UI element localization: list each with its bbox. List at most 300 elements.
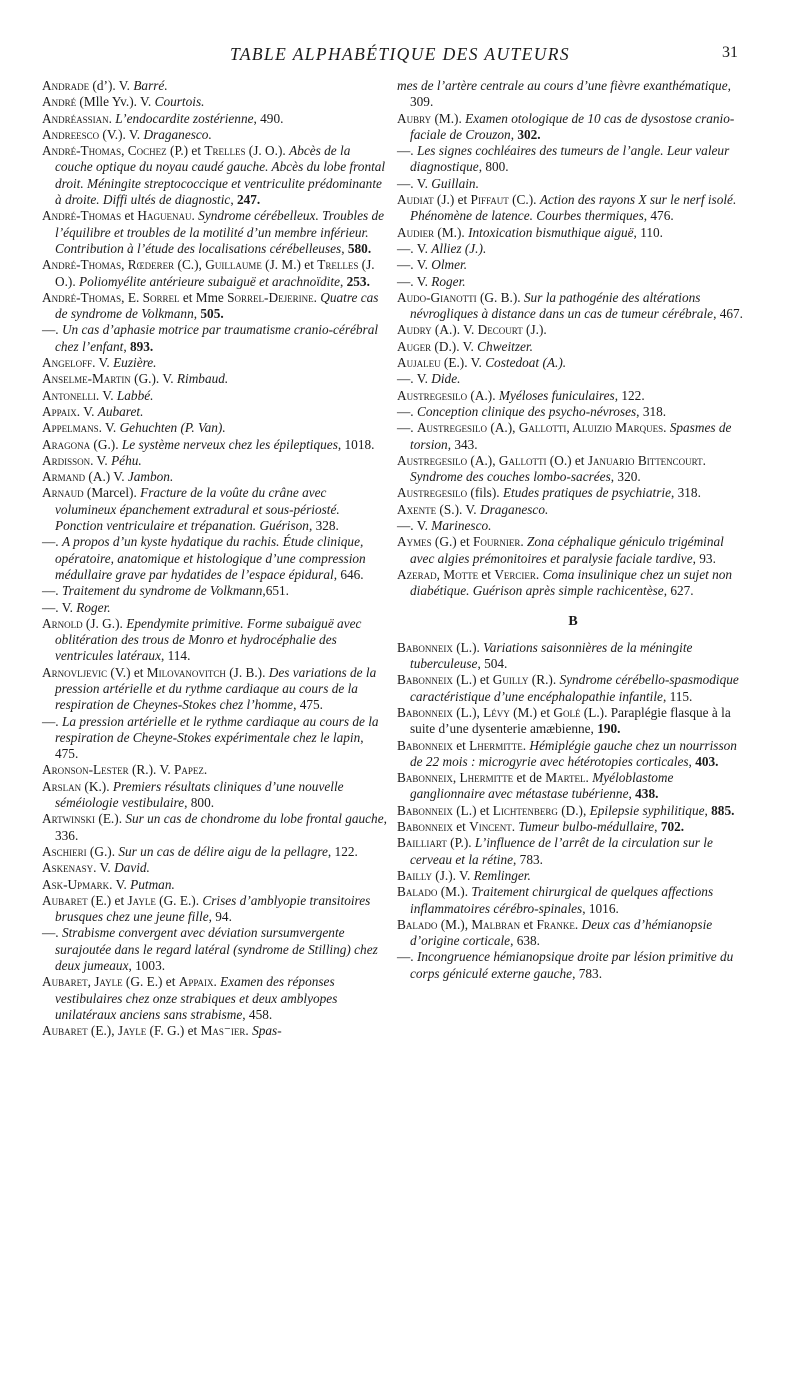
index-entry [397,176,749,192]
author-name: Austregesilo [397,485,468,501]
entry-text: , [341,240,348,256]
index-entry [397,339,749,355]
entry-text: , 458. [242,1006,273,1022]
entry-text: —. [397,143,417,159]
article-title: Action des rayons X sur le nerf isolé. Phénomène de latence. Courbes thermiques [410,192,737,224]
article-title: Zona céphalique géniculo trigéminal avec algies prémonitoires et paralysie faciale tardive [410,534,724,566]
author-name: Guillaume [205,257,262,273]
entry-text: (E.) et [87,892,128,908]
index-entry [42,469,390,485]
entry-text: V. [95,355,114,371]
index-entry [397,803,749,819]
entry-text: , [654,819,661,835]
author-name: Balado [397,884,438,900]
index-entry [397,453,749,486]
entry-text: , 504. [477,656,508,672]
article-title: Examen otologique de 10 cas de dysostose cranio-faciale de Crouzon [410,110,735,142]
author-name: Gallotti [498,452,547,468]
entry-text: , [510,126,518,142]
entry-text: , [704,802,712,818]
index-entry [397,143,749,176]
author-name: Mas⁻ier. [200,1023,249,1039]
entry-text: V. [101,420,120,436]
author-name: Aronson-Lester [42,762,129,778]
article-title: Jambon. [127,469,174,485]
author-name: Lévy [483,704,510,720]
index-entry [397,705,749,738]
entry-text: , 110. [633,224,663,240]
author-name: Aubaret, Jayle [42,974,123,990]
entry-text: , 328. [308,518,339,534]
author-name: Arnold [42,615,83,631]
entry-text: (P.) et [166,143,205,159]
index-entry [42,371,390,387]
article-title: Guillain. [431,175,479,191]
entry-text: , 115. [662,688,693,704]
author-name: Aubaret [42,1023,88,1039]
entry-text: , 800. [478,159,509,175]
article-title: Draganesco. [479,501,549,517]
entry-text: (P.). [446,835,475,851]
article-title: Etudes pratiques de psychiatrie [502,485,671,501]
article-title: Dide. [431,371,461,387]
author-name: Appelmans. [42,420,102,436]
page-ref: 190. [597,721,621,737]
entry-text: (G.) et [431,534,473,550]
entry-text: , [688,753,696,769]
index-entry [42,1023,390,1039]
entry-text: , 800. [184,795,215,811]
article-title: Traitement chirurgical de quelques affections inflammatoires cérébro-spinales [410,884,714,916]
author-name: André-Thomas [42,289,122,305]
entry-text: , 783. [572,965,603,981]
author-name: Balado [397,916,438,932]
article-title: Gehuchten (P. Van). [119,420,226,436]
article-title: Sur un cas de chondrome du lobe frontal gauche [125,811,384,827]
author-name: Azerad, Motte [397,566,479,582]
author-name: Piffaut [470,192,509,208]
article-title: Alliez (J.). [431,240,487,256]
index-entry [397,322,749,338]
article-title: Abcès de la couche optique du noyau caudé gauche. Abcès du lobe frontal droit. Méningite streptococcique et ventriculite prédominante à droite. Diffi ultés de diagnostic [55,143,386,208]
index-entry [42,290,390,323]
index-entry [42,257,390,290]
article-title: Poliomyélite antérieure subaiguë et arachnoïdite [79,273,340,289]
author-name: Gallotti, Aluizio Marques. [518,420,667,436]
author-name: Jayle [117,1023,147,1039]
author-name: André [42,94,77,110]
author-name: Milovanovitch [146,664,226,680]
entry-text: (M.), [437,916,472,932]
entry-text: (J. M.) et [261,257,318,273]
entry-text: —. [42,534,62,550]
index-entry [397,672,749,705]
article-title: Myéloblastome ganglionnaire avec métastase tubérienne [410,770,674,802]
author-name: Babonneix [397,704,453,720]
article-title: Crises d’amblyopie transitoires brusques chez une jeune fille [55,892,371,925]
entry-text: (G.). [90,436,122,452]
article-title: Traitement du syndrome de Volkmann [61,583,263,599]
author-name: Sorrel [142,289,180,305]
author-name: Austregesilo [397,452,468,468]
entry-text: (G. E.) et [122,974,179,990]
page-ref: 302. [517,126,541,142]
page-ref: 893. [129,338,154,354]
entry-text: ,651. [262,583,289,599]
entry-text: (J. O.). [55,257,375,289]
author-name: Sorrel-Dejerine. [227,289,317,305]
entry-text: (L.). Paraplégie flasque à la suite d’une dysenterie amæbienne, [410,704,731,737]
entry-text: , 343. [447,436,478,452]
article-title: Sur la pathogénie des altérations névrogliques à distance dans un cas de tumeur cérébrale [410,289,714,322]
index-entry [42,143,390,208]
article-title: Costedoat (A.). [485,355,567,371]
index-entry [42,925,390,974]
author-name: Appaix. [178,974,217,990]
entry-text: (M.). [431,110,466,126]
author-name: Aschieri [42,843,87,859]
entry-text: et [478,566,495,582]
article-title: Roger. [431,273,466,289]
author-name: Babonneix [397,672,453,688]
entry-text: (J.) et [433,192,471,208]
entry-text: (E.). V. [440,355,486,371]
entry-text: (fils). [467,485,503,501]
entry-text: (C.), [174,257,206,273]
author-name: Appaix. [42,403,81,419]
entry-text: , 320. [610,469,641,485]
entry-text: (L.), [452,704,484,720]
index-entry [397,290,749,323]
author-name: Vercier. [494,566,540,582]
entry-text: , 1018. [337,436,375,452]
index-entry [42,355,390,371]
entry-text: —. V. [397,518,432,534]
index-entry [42,974,390,1023]
entry-text: (A.) V. [85,469,128,485]
entry-text: et [520,916,537,932]
entry-text: (G. B.). [476,289,524,305]
index-entry [42,714,390,763]
index-entry [397,420,749,453]
entry-text: , 627. [663,583,694,599]
entry-text: —. [397,403,417,419]
entry-text: —. V. [397,371,432,387]
author-name: Aymes [397,534,432,550]
entry-text: (M.). [434,224,469,240]
index-entry [397,111,749,144]
index-entry [397,192,749,225]
entry-text: , 318. [670,485,701,501]
entry-text: (E.), [87,1023,118,1039]
article-title: Conception clinique des psycho-névroses [416,403,637,419]
index-entry [42,485,390,534]
index-entry [397,404,749,420]
index-entry [397,738,749,771]
author-name: Andrade [42,78,90,93]
entry-text: (E.). [95,811,126,827]
index-entry [397,355,749,371]
author-name: Jayle [127,892,156,908]
index-entry [42,127,390,143]
index-entry [397,257,749,273]
index-entry [397,640,749,673]
author-name: Aubaret [42,892,88,908]
entry-text: , 476. [643,208,674,224]
article-title: Remlinger. [473,867,531,883]
page-ref: 702. [660,819,685,835]
article-title: Coma insulinique chez un sujet non diabétique. Guérison après simple rachicentèse [410,566,733,599]
entry-text: V. [93,452,112,468]
author-name: Arnovljevic [42,664,108,680]
index-entry [42,893,390,926]
entry-text: —. [397,420,417,436]
article-title: Fracture de la voûte du crâne avec volumineux épanchement extradural et sous-périosté. Ponction ventriculaire et trépanation. Guérison [55,485,340,534]
entry-text: , 1016. [582,900,619,916]
entry-text: , 122. [327,843,358,859]
page-ref: 438. [635,786,659,802]
article-title: L’influence de l’arrêt de la circulation sur le cerveau et la rétine [410,835,713,867]
entry-text: (L.). [452,639,484,655]
author-name: Aragona [42,436,91,452]
entry-text: —. [397,949,417,965]
index-entry [397,534,749,567]
article-title: Aubaret. [97,403,144,419]
author-name: Askenasy. [42,860,97,876]
entry-text: (D.), [557,802,590,818]
author-name: Armand [42,469,86,485]
entry-text: (M.) et [509,704,554,720]
entry-text: , 475. [293,697,323,713]
author-name: Bailliart [397,835,447,851]
article-title: Rimbaud. [176,371,229,387]
author-name: Ardisson. [42,452,94,468]
entry-text: (G.). V. [130,371,177,387]
index-entry [397,225,749,241]
index-entry [397,274,749,290]
entry-text: —. [42,713,62,729]
entry-text: —. [42,925,62,941]
entry-text: V. [112,876,131,892]
index-entry [397,868,749,884]
entry-text: —. V. [397,175,432,191]
entry-text: , 638. [510,933,540,949]
author-name: Babonneix, Lhermitte [397,770,514,786]
index-entry [42,78,390,94]
index-entry [42,616,390,665]
article-title: Sur un cas de délire aigu de la pellagre [118,843,328,859]
author-name: André-Thomas, Rœderer [42,257,175,273]
entry-text: , 309. [410,78,731,110]
entry-text: (d’). V. [89,78,134,93]
article-title: Tumeur bulbo-médullaire [518,819,655,835]
entry-text: (O.) et [546,452,588,468]
article-title: La pression artérielle et le rythme cardiaque au cours de la respiration de Cheyne-Stokes expérimentale chez le lapin [55,713,379,745]
index-entry [397,567,749,600]
article-title: Marinesco. [431,518,492,534]
index-entry [397,78,749,111]
entry-text: (J. G.). [82,615,127,631]
author-name: Audry [397,322,432,338]
entry-text: (V.). V. [99,126,144,142]
author-name: Babonneix [397,639,453,655]
index-entry [42,453,390,469]
index-entry [42,860,390,876]
author-name: Januario Bittencourt. [587,452,706,468]
author-name: Haguenau. [137,208,195,224]
article-title: Les signes cochléaires des tumeurs de l’angle. Leur valeur diagnostique [410,143,730,175]
entry-text: , 94. [208,909,232,925]
author-name: Fournier. [472,534,524,550]
entry-text: (A.), [467,452,499,468]
author-name: Audier [397,224,435,240]
index-entry [42,583,390,599]
article-title: Courtois. [154,94,205,110]
author-name: Audiat [397,192,434,208]
author-name: Aujaleu [397,355,441,371]
article-title: Myéloses funiculaires [498,387,615,403]
left-column [42,78,390,1040]
index-entry [397,485,749,501]
author-name: Golé [553,704,581,720]
author-name: Arslan [42,778,82,794]
entry-text: , [193,306,201,322]
author-name: Austregesilo [416,420,488,436]
index-entry [42,388,390,404]
author-name: André-Thomas [42,208,122,224]
entry-text: (S.). V. [436,501,480,517]
author-name: Guilly [492,672,529,688]
entry-text: et [121,208,138,224]
index-entry [42,534,390,583]
index-entry [397,241,749,257]
page-ref: 580. [347,240,372,256]
index-entry [42,322,390,355]
author-name: Martel. [545,770,589,786]
author-name: Trelles [204,143,246,159]
entry-text: (D.). V. [431,338,478,354]
index-entry [42,762,390,778]
entry-text: (J.). V. [431,867,474,883]
entry-text: (J. O.). [245,143,290,159]
entry-text: (A.). [467,387,499,403]
article-title: Roger. [76,599,111,615]
entry-text: , [230,192,237,208]
entry-text: V. [80,403,98,419]
article-title: Spasmes de torsion [410,420,732,452]
entry-text: , 336. [55,811,387,843]
author-name: Papez. [174,762,208,778]
entry-text: (R.). [528,672,560,688]
author-name: Angeloff. [42,355,96,371]
entry-text: , 114. [160,648,191,664]
index-entry [397,518,749,534]
author-name: Lichtenberg [492,802,558,818]
entry-text: (G. E.). [155,892,203,908]
entry-text: V. [99,387,117,403]
article-title: Putman. [130,876,175,892]
article-title: Hémiplégie gauche chez un nourrisson de 22 mois : microgyrie avec hétérotopies corticales [410,737,737,769]
entry-text: —. V. [397,257,432,273]
author-name: Babonneix [397,819,453,835]
page-header [0,44,800,68]
entry-text: —. [42,583,62,599]
entry-text: , 490. [253,110,284,126]
entry-text: , 1003. [128,958,166,974]
article-title: Péhu. [111,452,142,468]
author-name: Artwinski [42,811,96,827]
author-name: Vincent. [469,819,516,835]
author-name: Decourt [477,322,523,338]
entry-text: , 467. [713,306,743,322]
entry-text: (M [76,94,96,110]
author-name: Franke. [536,916,579,932]
index-entry [397,819,749,835]
article-title: Variations saisonnières de la méningite tuberculeuse [410,639,693,672]
author-name: Trelles [317,257,359,273]
author-name: Arnaud [42,485,84,501]
article-title: Barré. [133,78,168,93]
article-title: Chweitzer. [477,338,533,354]
article-title: Syndrome cérébello-spasmodique caractéristique d’une encéphalopathie infantile [410,672,739,704]
entry-text: et de [513,770,546,786]
article-title: Un cas d’aphasie motrice par traumatisme cranio-cérébral chez l’enfant [55,322,379,354]
entry-text: et [452,819,470,835]
index-entry [42,437,390,453]
entry-text: , 783. [513,851,543,867]
index-entry [42,665,390,714]
entry-text: —. V. [42,599,77,615]
entry-text: , 646. [333,566,364,582]
entry-text: , 93. [692,550,716,566]
entry-text: Yv.). V. [108,94,155,110]
author-name: Babonneix [397,802,453,818]
article-title: Labbé. [116,387,154,403]
article-title: Ependymite primitive. Forme subaiguë avec oblitération des trous de Monro et hydrocéphalie des ventricules latéraux [55,615,362,664]
author-name: Lhermitte. [469,737,527,753]
section-letter-b: B [568,613,578,629]
index-entry [42,208,390,257]
article-title: Spas- [252,1023,282,1039]
index-entry [42,94,390,110]
article-title: Euzière. [113,355,157,371]
article-title: Quatre cas de syndrome de Volkmann [55,289,379,322]
entry-text: (L.) et [452,802,493,818]
index-entry [42,877,390,893]
right-column [397,78,749,982]
author-name: Andréassian. [42,110,112,126]
index-entry [397,371,749,387]
author-name: Auger [397,338,432,354]
entry-text: (M.). [437,884,472,900]
article-title: Premiers résultats cliniques d’une nouvelle séméiologie vestibulaire [55,778,344,811]
entry-text: , 475. [55,729,364,762]
article-title: Epilepsie syphilitique [589,802,705,818]
entry-text: , 318. [636,403,667,419]
index-entry [397,884,749,917]
article-title: David. [114,860,150,876]
entry-text: et [452,737,470,753]
entry-text: (R.). V. [128,762,174,778]
page-ref: 247. [236,192,261,208]
author-name: Babonneix [397,737,453,753]
entry-text: (J. B.). [225,664,269,680]
entry-text: , [628,786,636,802]
entry-text: —. [42,322,62,338]
entry-text: (A.), [487,420,519,436]
article-title: mes de l’artère centrale au cours d’une fièvre exanthématique [397,78,728,93]
entry-text: et M [179,289,208,305]
